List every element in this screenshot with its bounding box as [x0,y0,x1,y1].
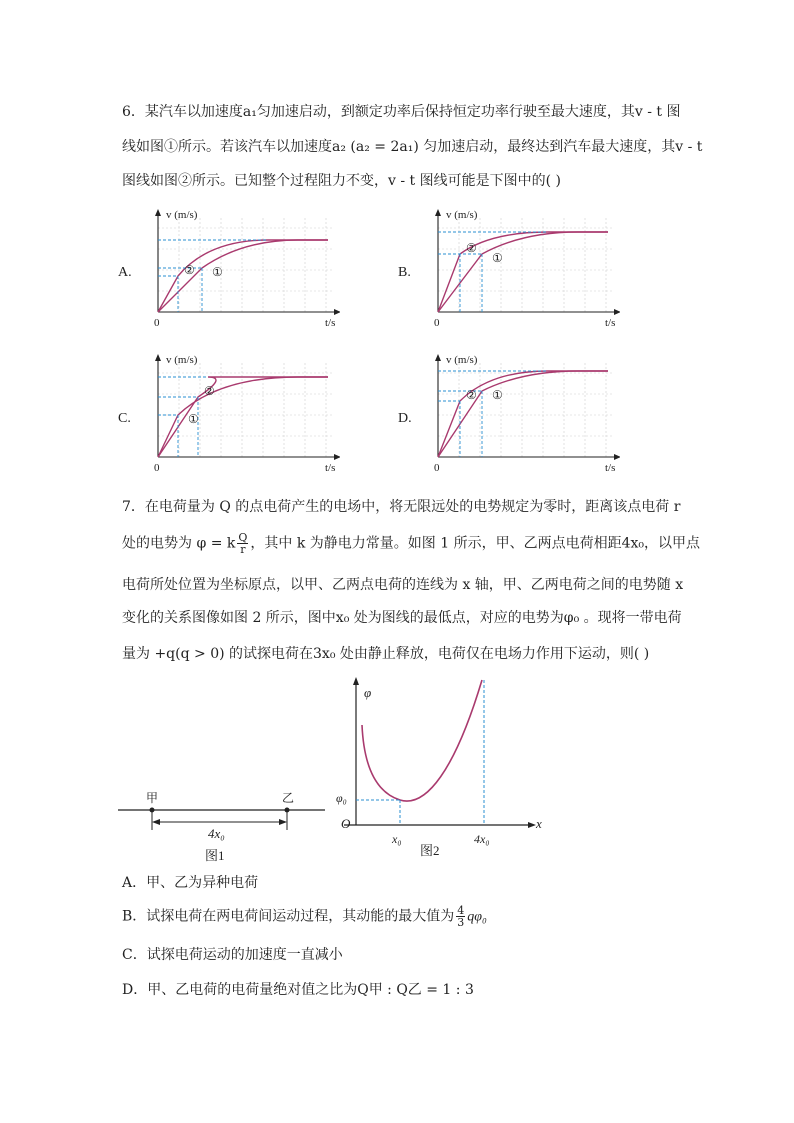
fig1-left-charge: 甲 [146,791,159,805]
q7-line-1: 7．在电荷量为 Q 的点电荷产生的电场中，将无限远处的电势规定为零时，距离该点电荷 r [122,499,681,515]
curve-1 [438,371,608,457]
q6-option-label-b: B. [398,265,411,280]
x-axis-label: t/s [605,317,616,329]
q7-line-4: 变化的关系图像如图 2 所示，图中x₀ 处为图线的最低点，对应的电势为φ₀ 。现将一带电荷 [122,610,682,626]
q7-line-5: 量为 +q(q > 0) 的试探电荷在3x₀ 处由静止释放，电荷仅在电场力作用下运动，则( ) [122,646,650,662]
curve-1-label: ① [212,265,223,279]
q6-option-label-c: C. [118,411,131,426]
curve-2-label: ② [466,241,477,255]
fig2-4x0: 4x₀ [474,832,490,846]
q6-option-graph-d [390,352,620,477]
q6-option-graph-a [110,207,340,332]
q7-option-a: A．甲、乙为异种电荷 [122,875,259,891]
q6-line-2: 线如图①所示。若该汽车以加速度a₂ (a₂ = 2a₁) 匀加速启动，最终达到汽车最大速度，其v - t [122,139,703,155]
curve-2 [438,371,608,457]
x-axis-label: t/s [605,462,616,474]
q7-figure-2 [330,675,560,860]
y-axis-arrow [435,354,441,361]
y-axis-label: v (m/s) [446,354,478,366]
x-axis-arrow [614,309,620,315]
curve-2-label: ② [184,263,195,277]
q7-line-2-pre: 处的电势为 φ = k [122,535,236,552]
origin-label: 0 [154,317,160,329]
fig2-x0: x₀ [392,832,402,846]
curve-1-label: ① [492,251,503,265]
y-axis-arrow [155,209,161,216]
q7-option-b [122,905,487,928]
fig1-caption: 图1 [205,848,225,863]
q6-option-graph-b [390,207,620,332]
x-axis-arrow [334,454,340,460]
fig2-phi0: φ₀ [336,791,347,805]
y-axis-label: v (m/s) [166,209,198,221]
q7-option-b-num: 4 [457,904,465,917]
curve-2 [438,232,608,312]
fig1-right-charge: 乙 [282,791,295,805]
curve-2-label: ② [466,388,477,402]
q7-fraction [237,532,248,555]
q7-option-c: C．试探电荷运动的加速度一直减小 [122,947,343,963]
q7-option-b-pre: B．试探电荷在两电荷间运动过程，其动能的最大值为 [122,908,455,925]
x-axis-label: t/s [325,317,336,329]
q6-line-1: 6．某汽车以加速度a₁匀加速启动，到额定功率后保持恒定功率行驶至最大速度，其v - t 图 [122,104,681,120]
q7-fraction-num: Q [238,531,248,544]
y-axis-label: v (m/s) [446,209,478,221]
q7-figure-1 [110,780,340,870]
fig1-distance: 4x₀ [208,826,225,841]
fig2-y-axis-label: φ [364,685,372,700]
q6-option-graph-c [110,352,340,477]
x-axis-arrow [334,309,340,315]
fig2-potential-curve [362,680,482,801]
curve-2-label: ② [204,384,215,398]
q6-line-3: 图线如图②所示。已知整个过程阻力不变，v - t 图线可能是下图中的( ) [122,173,561,189]
fig2-caption: 图2 [420,843,440,858]
origin-label: 0 [434,317,440,329]
q7-option-d: D．甲、乙电荷的电荷量绝对值之比为Q甲 : Q乙 = 1 : 3 [122,982,474,998]
q6-option-label-a: A. [118,265,132,280]
q7-line-2-post: ，其中 k 为静电力常量。如图 1 所示，甲、乙两点电荷相距4x₀，以甲点 [250,535,701,552]
q7-option-b-post: qφ₀ [467,909,487,925]
curve-2 [158,377,328,457]
q7-option-b-den: 3 [457,916,465,929]
curve-1 [158,377,328,457]
origin-label: 0 [154,462,160,474]
y-axis-arrow [155,354,161,361]
curve-1-label: ① [492,388,503,402]
q7-option-b-fraction [456,905,465,928]
q7-fraction-den: r [240,543,246,556]
fig2-origin: O [341,816,351,831]
curve-1-label: ① [188,412,199,426]
x-axis-arrow [614,454,620,460]
fig2-x-axis-label: x [536,816,542,831]
q7-line-2 [122,532,700,555]
curve-1 [438,232,608,312]
y-axis-arrow [435,209,441,216]
origin-label: 0 [434,462,440,474]
x-axis-label: t/s [325,462,336,474]
q6-option-label-d: D. [398,411,412,426]
q7-line-3: 电荷所处位置为坐标原点，以甲、乙两点电荷的连线为 x 轴，甲、乙两电荷之间的电势随 x [122,577,684,593]
y-axis-label: v (m/s) [166,354,198,366]
